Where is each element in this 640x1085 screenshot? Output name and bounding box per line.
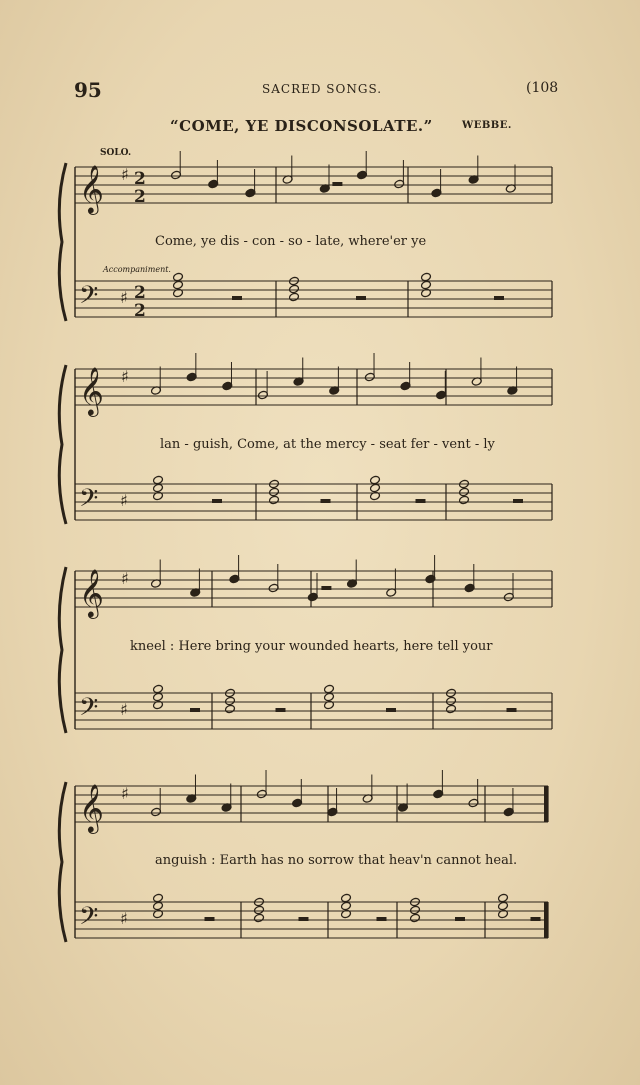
running-head: SACRED SONGS. [262, 82, 383, 96]
half-rest [332, 182, 342, 186]
chord-note [341, 901, 352, 911]
chord-note [153, 901, 164, 911]
chord-note [153, 893, 164, 903]
whole-rest [276, 708, 286, 712]
chord-note [173, 280, 184, 290]
chord-note [269, 487, 280, 497]
key-sharp: ♯ [120, 491, 128, 510]
half-rest [321, 586, 331, 590]
chord-note [153, 483, 164, 493]
key-sharp: ♯ [121, 784, 129, 803]
whole-rest [386, 708, 396, 712]
key-sharp: ♯ [121, 165, 129, 184]
chord-note [341, 893, 352, 903]
treble-clef: 𝄞 [79, 568, 104, 617]
chord-note [498, 901, 509, 911]
bass-clef: 𝄢 [79, 902, 99, 937]
chord-note [153, 692, 164, 702]
chord-note [446, 704, 457, 714]
chord-note [446, 696, 457, 706]
chord-note [254, 913, 265, 923]
time-sig-top: 2 [134, 283, 146, 303]
key-sharp: ♯ [121, 569, 129, 588]
time-sig-top: 2 [134, 169, 146, 189]
lyric-line-4: anguish : Earth has no sorrow that heav'n cannot heal. [155, 853, 518, 868]
key-sharp: ♯ [120, 288, 128, 307]
hymn-title: “COME, YE DISCONSOLATE.” [170, 117, 433, 135]
final-barline [544, 786, 548, 822]
chord-note [421, 280, 432, 290]
chord-note [225, 704, 236, 714]
whole-rest [416, 499, 426, 503]
lyric-line-3: kneel : Here bring your wounded hearts, here tell your [130, 639, 493, 654]
chord-note [459, 487, 470, 497]
accompaniment-label: Accompaniment. [103, 265, 171, 274]
bass-clef: 𝄢 [79, 693, 99, 728]
chord-note [324, 684, 335, 694]
chord-note [289, 284, 300, 294]
key-sharp: ♯ [120, 909, 128, 928]
chord-note [153, 684, 164, 694]
chord-note [370, 475, 381, 485]
whole-rest [212, 499, 222, 503]
system-brace [59, 163, 66, 321]
chord-note [153, 475, 164, 485]
whole-rest [356, 296, 366, 300]
bass-clef: 𝄢 [79, 484, 99, 519]
solo-label: SOLO. [100, 148, 132, 158]
chord-note [498, 893, 509, 903]
whole-rest [531, 917, 541, 921]
system-brace [59, 365, 66, 524]
whole-rest [321, 499, 331, 503]
chord-note [421, 272, 432, 282]
whole-rest [513, 499, 523, 503]
chord-note [410, 913, 421, 923]
system-brace [59, 567, 66, 733]
key-sharp: ♯ [121, 367, 129, 386]
chord-note [269, 495, 280, 505]
chord-note [459, 495, 470, 505]
whole-rest [494, 296, 504, 300]
chord-note [324, 692, 335, 702]
chord-note [370, 483, 381, 493]
whole-rest [190, 708, 200, 712]
final-barline [544, 902, 548, 938]
key-sharp: ♯ [120, 700, 128, 719]
chord-note [289, 292, 300, 302]
treble-clef: 𝄞 [79, 164, 104, 213]
chord-note [173, 272, 184, 282]
chord-note [410, 905, 421, 915]
whole-rest [377, 917, 387, 921]
bass-clef: 𝄢 [79, 281, 99, 316]
treble-clef: 𝄞 [79, 366, 104, 415]
lyric-line-1: Come, ye dis - con - so - late, where'er ye [155, 234, 427, 249]
time-sig-bottom: 2 [134, 301, 146, 321]
lyric-line-2: lan - guish, Come, at the mercy - seat fer - vent - ly [160, 437, 495, 452]
chord-note [254, 905, 265, 915]
whole-rest [205, 917, 215, 921]
system-brace [59, 782, 66, 942]
whole-rest [232, 296, 242, 300]
time-sig-bottom: 2 [134, 187, 146, 207]
composer-name: WEBBE. [462, 120, 512, 131]
treble-clef: 𝄞 [79, 783, 104, 832]
whole-rest [507, 708, 517, 712]
chord-note [225, 696, 236, 706]
whole-rest [455, 917, 465, 921]
whole-rest [299, 917, 309, 921]
page-number: 95 [74, 78, 102, 102]
hymn-number: (108 [526, 80, 559, 96]
